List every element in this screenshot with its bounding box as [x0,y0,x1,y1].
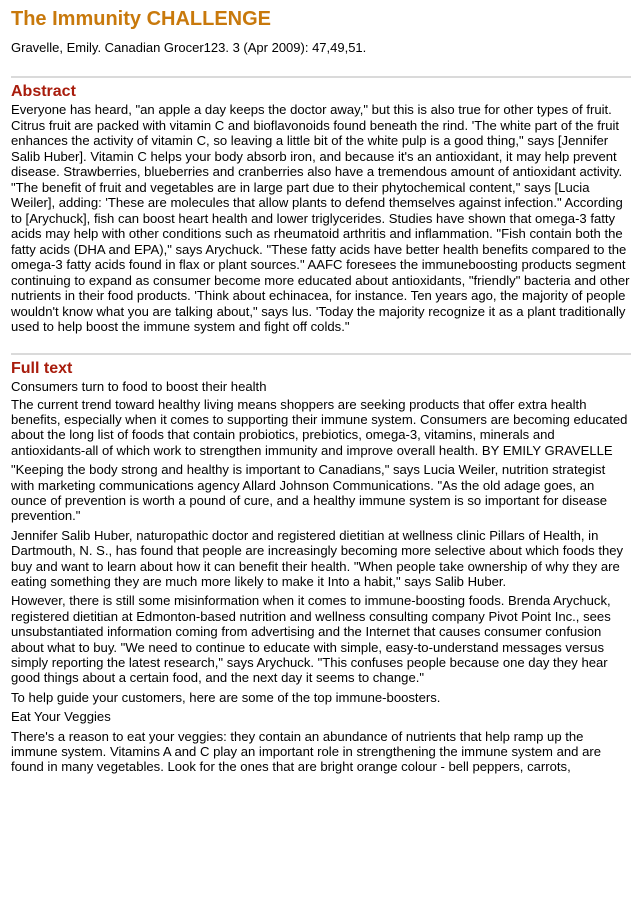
section-divider [11,353,631,355]
section-divider [11,76,631,78]
fulltext-paragraph: The current trend toward healthy living means shoppers are seeking products that offer extra health benefits, especially when it comes to supporting their immune system. Consumers are becoming educated about the long list of foods that contain probiotics, prebiotics, omega-3, vitamins, minerals and antioxidants-all of which work to strengthen immunity and improve overall health. BY EMILY GRAVELLE [11,396,628,458]
fulltext-heading: Full text [11,359,73,377]
fulltext-paragraph: "Keeping the body strong and healthy is important to Canadians," says Lucia Weiler, nutrition strategist with marketing communications agency Allard Johnson Communications. "As the old adage goes, an ounce of prevention is worth a pound of cure, and a healthy immune system is so important for disease prevention." [11,462,608,524]
fulltext-paragraph: However, there is still some misinformation when it comes to immune-boosting foods. Brenda Arychuck, registered dietitian at Edmonton-based nutrition and wellness consulting company Pivot Point Inc., sees unsubstantiated information coming from advertising and the Internet that causes consumer confusion about what to buy. "We need to continue to educate with simple, easy-to-understand messages versus simply reporting the latest research," says Arychuck. "This confuses people because one day they hear good things about a certain food, and the next day it seems to change." [11,593,611,686]
fulltext-subheading: Eat Your Veggies [11,709,111,725]
article-title: The Immunity CHALLENGE [11,8,272,30]
abstract-heading: Abstract [11,83,76,100]
fulltext-paragraph: There's a reason to eat your veggies: they contain an abundance of nutrients that help ramp up the immune system. Vitamins A and C play an important role in strengthening the immune system and are found in many vegetables. Look for the ones that are bright orange colour - bell peppers, carrots, [11,728,601,775]
fulltext-subtitle: Consumers turn to food to boost their health [11,378,267,394]
citation: Gravelle, Emily. Canadian Grocer123. 3 (Apr 2009): 47,49,51. [11,40,367,55]
abstract-text: Everyone has heard, "an apple a day keeps the doctor away," but this is also true for other types of fruit. Citrus fruit are packed with vitamin C and bioflavonoids found beneath the rind. 'The white part of the fruit enhances the activity of vitamin C, so leaving a little bit of the white pulp is a good thing," says [Jennifer Salib Huber]. Vitamin C helps your body absorb iron, and because it's an antioxidant, it may help prevent disease. Strawberries, blueberries and cranberries also have a tremendous amount of antioxidant activity. "The benefit of fruit and vegetables are in large part due to their phytochemical content," says [Lucia Weiler], adding: 'These are molecules that allow plants to defend themselves against infection." According to [Arychuck], fish can boost heart health and lower triglycerides. Studies have shown that omega-3 fatty acids may help with other conditions such as rheumatoid arthritis and inflammation. "Fish contain both the fatty acids (DHA and EPA)," says Arychuck. "These fatty acids have better health benefits compared to the omega-3 fatty acids found in flax or plant sources." AAFC foresees the immuneboosting products segment continuing to expand as consumer become more educated about antioxidants, "friendly" bacteria and other nutrients in their food products. 'Think about echinacea, for instance. Ten years ago, the majority of people wouldn't know what you are talking about," says lus. 'Today the majority recognize it as a plant traditionally used to help boost the immune system and fight off colds." [11,102,630,334]
fulltext-paragraph: Jennifer Salib Huber, naturopathic doctor and registered dietitian at wellness clinic Pillars of Health, in Dartmouth, N. S., has found that people are increasingly becoming more selective about which foods they buy and want to learn about how it can benefit their health. "When people take ownership of why they are eating something they are much more likely to make it Into a habit," says Salib Huber. [11,527,624,589]
fulltext-paragraph: To help guide your customers, here are some of the top immune-boosters. [11,689,441,705]
